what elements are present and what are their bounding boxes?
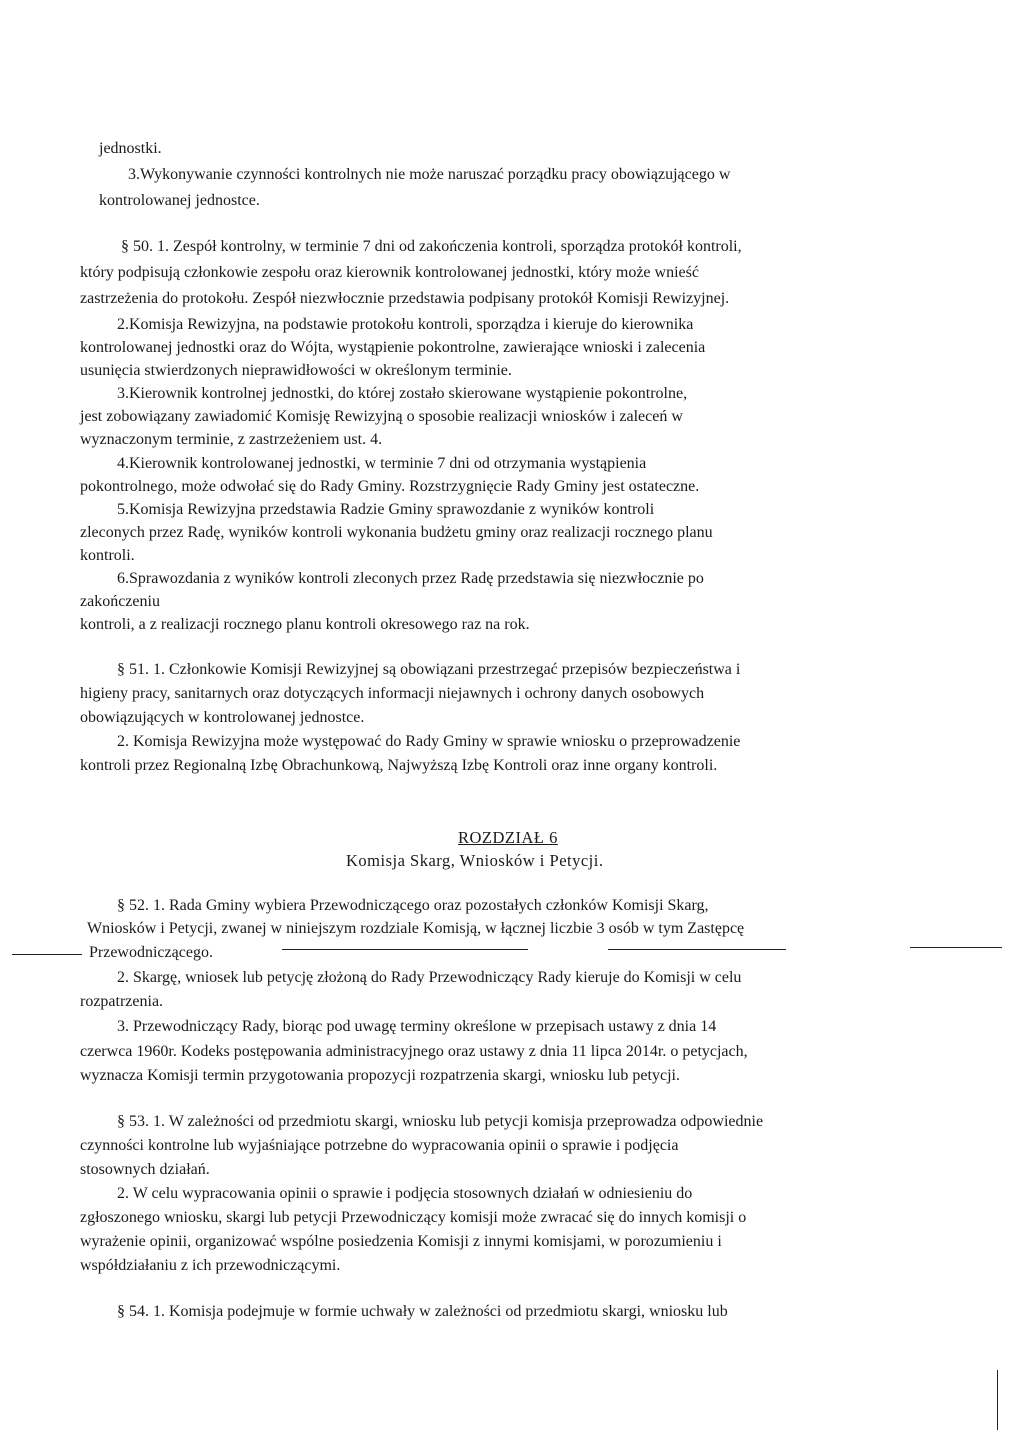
section-53-line: § 53. 1. W zależności od przedmiotu skargi, wniosku lub petycji komisja przeprowadza odpowiednie bbox=[117, 1113, 764, 1130]
section-51-line: § 51. 1. Członkowie Komisji Rewizyjnej są obowiązani przestrzegać przepisów bezpieczeństwa i bbox=[117, 661, 741, 678]
text-line: wyznacza Komisji termin przygotowania propozycji rozpatrzenia skargi, wniosku lub petycji. bbox=[80, 1067, 680, 1084]
horizontal-rule bbox=[910, 947, 1002, 948]
text-line: kontroli. bbox=[80, 547, 135, 564]
text-line: 3.Kierownik kontrolnej jednostki, do której zostało skierowane wystąpienie pokontrolne, bbox=[117, 385, 688, 402]
text-line: kontroli przez Regionalną Izbę Obrachunkową, Najwyższą Izbę Kontroli oraz inne organy kontroli. bbox=[80, 757, 718, 774]
text-line: czynności kontrolne lub wyjaśniające potrzebne do wypracowania opinii o sprawie i podjęcia bbox=[80, 1137, 679, 1154]
text-line: 3.Wykonywanie czynności kontrolnych nie może naruszać porządku pracy obowiązującego w bbox=[128, 166, 731, 183]
text-line: rozpatrzenia. bbox=[80, 993, 164, 1010]
text-line: kontrolowanej jednostki oraz do Wójta, wystąpienie pokontrolne, zawierające wnioski i zalecenia bbox=[80, 339, 706, 356]
horizontal-rule bbox=[282, 949, 528, 950]
text-line: zgłoszonego wniosku, skargi lub petycji Przewodniczący komisji może zwracać się do innych komisji o bbox=[80, 1209, 747, 1226]
horizontal-rule bbox=[608, 949, 786, 950]
text-line: czerwca 1960r. Kodeks postępowania administracyjnego oraz ustawy z dnia 11 lipca 2014r. o petycjach, bbox=[80, 1043, 748, 1060]
text-line: pokontrolnego, może odwołać się do Rady Gminy. Rozstrzygnięcie Rady Gminy jest ostateczne. bbox=[80, 478, 700, 495]
text-line: jest zobowiązany zawiadomić Komisję Rewizyjną o sposobie realizacji wniosków i zaleceń w bbox=[80, 408, 683, 425]
text-line: 2.Komisja Rewizyjna, na podstawie protokołu kontroli, sporządza i kieruje do kierownika bbox=[117, 316, 694, 333]
text-line: wyrażenie opinii, organizować wspólne posiedzenia Komisji z innymi komisjami, w porozumieniu i bbox=[80, 1233, 722, 1250]
text-line: Przewodniczącego. bbox=[89, 944, 213, 961]
text-line: 6.Sprawozdania z wyników kontroli zleconych przez Radę przedstawia się niezwłocznie po bbox=[117, 570, 704, 587]
text-line: 2. W celu wypracowania opinii o sprawie i podjęcia stosownych działań w odniesieniu do bbox=[117, 1185, 693, 1202]
text-line: zakończeniu bbox=[80, 593, 160, 610]
text-line: higieny pracy, sanitarnych oraz dotyczących informacji niejawnych i ochrony danych osobowych bbox=[80, 685, 705, 702]
text-line: współdziałaniu z ich przewodniczącymi. bbox=[80, 1257, 341, 1274]
section-52-line: § 52. 1. Rada Gminy wybiera Przewodniczącego oraz pozostałych członków Komisji Skarg, bbox=[117, 897, 709, 914]
text-line: kontrolowanej jednostce. bbox=[99, 192, 260, 209]
text-line: 2. Skargę, wniosek lub petycję złożoną do Rady Przewodniczący Rady kieruje do Komisji w celu bbox=[117, 969, 742, 986]
text-line: stosownych działań. bbox=[80, 1161, 210, 1178]
text-line: zleconych przez Radę, wyników kontroli wykonania budżetu gminy oraz realizacji rocznego planu bbox=[80, 524, 713, 541]
text-line: wyznaczonym terminie, z zastrzeżeniem ust. 4. bbox=[80, 431, 383, 448]
section-54-line: § 54. 1. Komisja podejmuje w formie uchwały w zależności od przedmiotu skargi, wniosku lub bbox=[117, 1303, 728, 1320]
text-line: 4.Kierownik kontrolowanej jednostki, w terminie 7 dni od otrzymania wystąpienia bbox=[117, 455, 647, 472]
chapter-title: ROZDZIAŁ 6 bbox=[458, 828, 558, 847]
text-line: 2. Komisja Rewizyjna może występować do Rady Gminy w sprawie wniosku o przeprowadzenie bbox=[117, 733, 741, 750]
text-line: kontroli, a z realizacji rocznego planu kontroli okresowego raz na rok. bbox=[80, 616, 530, 633]
text-line: usunięcia stwierdzonych nieprawidłowości w określonym terminie. bbox=[80, 362, 512, 379]
section-50-line: § 50. 1. Zespół kontrolny, w terminie 7 dni od zakończenia kontroli, sporządza protokół kontroli, bbox=[121, 238, 742, 255]
text-line: zastrzeżenia do protokołu. Zespół niezwłocznie przedstawia podpisany protokół Komisji Rewizyjnej. bbox=[80, 290, 730, 307]
vertical-rule bbox=[997, 1370, 998, 1430]
text-line: który podpisują członkowie zespołu oraz kierownik kontrolowanej jednostki, który może wnieść bbox=[80, 264, 699, 281]
text-line: 3. Przewodniczący Rady, biorąc pod uwagę terminy określone w przepisach ustawy z dnia 14 bbox=[117, 1018, 717, 1035]
chapter-subtitle: Komisja Skarg, Wniosków i Petycji. bbox=[346, 851, 604, 870]
text-line: 5.Komisja Rewizyjna przedstawia Radzie Gminy sprawozdanie z wyników kontroli bbox=[117, 501, 655, 518]
horizontal-rule bbox=[12, 954, 82, 955]
text-line: jednostki. bbox=[99, 140, 162, 157]
text-line: obowiązujących w kontrolowanej jednostce. bbox=[80, 709, 365, 726]
text-line: Wniosków i Petycji, zwanej w niniejszym rozdziale Komisją, w łącznej liczbie 3 osób w tym Zastępcę bbox=[87, 920, 745, 937]
